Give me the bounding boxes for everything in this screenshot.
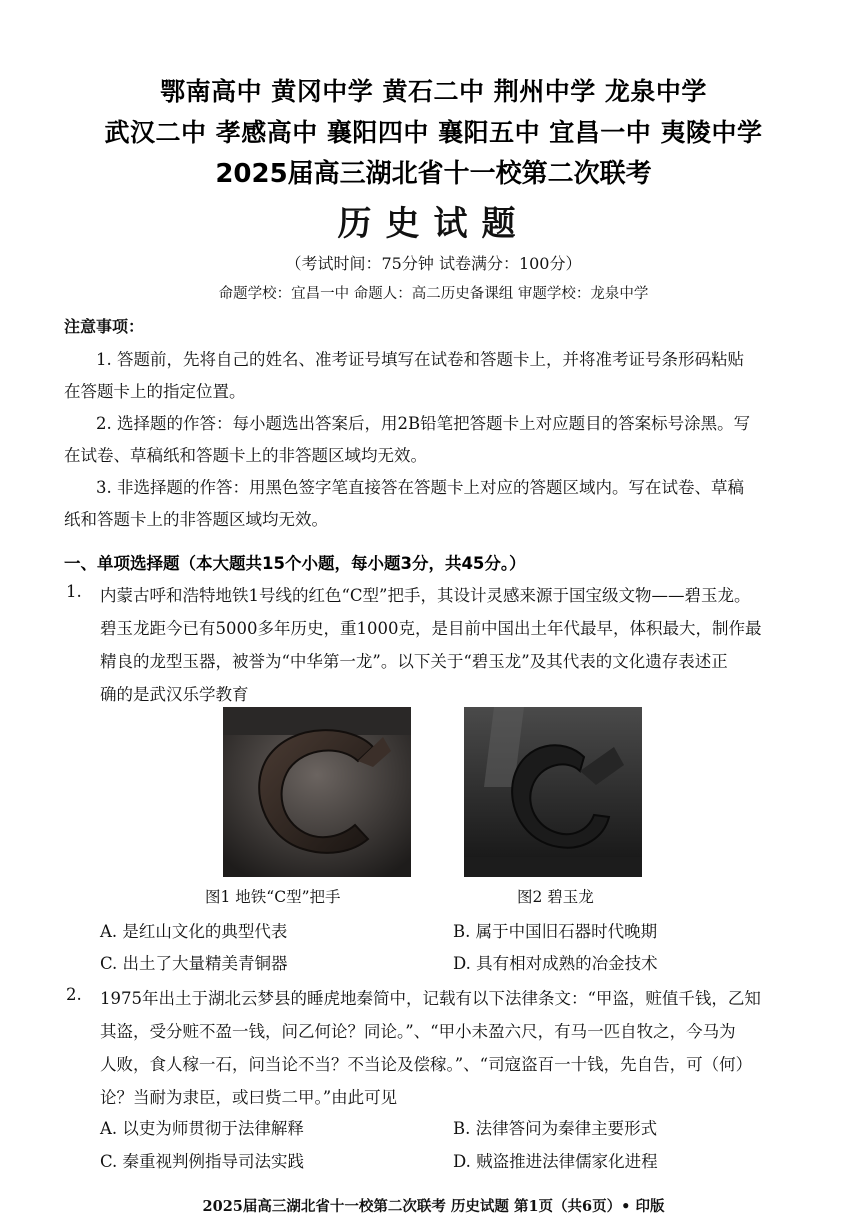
question-line: 1975年出土于湖北云梦县的睡虎地秦简中，记载有以下法律条文：“甲盗，赃值千钱，乙知 — [100, 989, 761, 1008]
question-line: 论？当耐为隶臣，或曰赀二甲。”由此可见 — [100, 1088, 398, 1107]
notice-line: 2. 选择题的作答：每小题选出答案后，用2B铅笔把答题卡上对应题目的答案标号涂黑。写 — [96, 414, 751, 433]
question-line: 其盗，受分赃不盈一钱，问乙何论？同论。”、“甲小未盈六尺，有马一匹自牧之，今马为 — [100, 1022, 736, 1041]
q2-option-b: B. 法律答问为秦律主要形式 — [453, 1119, 658, 1138]
figure-2-caption: 图2 碧玉龙 — [517, 888, 594, 906]
q1-option-b: B. 属于中国旧石器时代晚期 — [453, 922, 658, 941]
q1-option-d: D. 具有相对成熟的冶金技术 — [453, 954, 658, 973]
schools-line-2: 武汉二中 孝感高中 襄阳四中 襄阳五中 宜昌一中 夷陵中学 — [104, 118, 763, 147]
question-line: 确的是武汉乐学教育 — [100, 685, 249, 704]
figure-2-image — [464, 707, 642, 877]
schools-line-1: 鄂南高中 黄冈中学 黄石二中 荆州中学 龙泉中学 — [160, 77, 707, 106]
q2-option-d: D. 贼盗推进法律儒家化进程 — [453, 1152, 658, 1171]
q1-option-a: A. 是红山文化的典型代表 — [100, 922, 288, 941]
question-line: 碧玉龙距今已有5000多年历史，重1000克，是目前中国出土年代最早，体积最大，制作最 — [100, 619, 762, 638]
notice-line: 在答题卡上的指定位置。 — [64, 382, 246, 401]
section-heading: 一、单项选择题（本大题共15个小题，每小题3分，共45分。） — [64, 554, 526, 573]
jade-dragon-graphic — [464, 707, 642, 877]
q2-option-c: C. 秦重视判例指导司法实践 — [100, 1152, 305, 1171]
question-line: 精良的龙型玉器，被誉为“中华第一龙”。以下关于“碧玉龙”及其代表的文化遗存表述正 — [100, 652, 728, 671]
c-handle-graphic — [223, 707, 411, 877]
figure-1-image — [223, 707, 411, 877]
notice-line: 纸和答题卡上的非答题区域均无效。 — [64, 510, 328, 529]
notice-line: 3. 非选择题的作答：用黑色签字笔直接答在答题卡上对应的答题区域内。写在试卷、草稿 — [96, 478, 744, 497]
authors-line: 命题学校：宜昌一中 命题人：高二历史备课组 审题学校：龙泉中学 — [218, 286, 649, 302]
q1-option-c: C. 出土了大量精美青铜器 — [100, 954, 288, 973]
notice-line: 1. 答题前，先将自己的姓名、准考证号填写在试卷和答题卡上，并将准考证号条形码粘贴 — [96, 350, 744, 369]
notice-line: 在试卷、草稿纸和答题卡上的非答题区域均无效。 — [64, 446, 427, 465]
exam-name: 2025届高三湖北省十一校第二次联考 — [215, 159, 652, 189]
question-number: 2. — [66, 985, 82, 1004]
notice-heading: 注意事项： — [64, 317, 145, 336]
time-score: （考试时间：75分钟 试卷满分：100分） — [285, 254, 582, 273]
q2-option-a: A. 以吏为师贯彻于法律解释 — [100, 1119, 304, 1138]
subject-title: 历史试题 — [337, 204, 530, 244]
figure-1-caption: 图1 地铁“C型”把手 — [205, 888, 341, 906]
question-line: 内蒙古呼和浩特地铁1号线的红色“C型”把手，其设计灵感来源于国宝级文物——碧玉龙。 — [100, 586, 751, 605]
question-number: 1. — [66, 582, 82, 601]
question-line: 人败，食人稼一石，问当论不当？不当论及偿稼。”、“司寇盗百一十钱，先自告，可（何） — [100, 1055, 753, 1074]
page-footer: 2025届高三湖北省十一校第二次联考 历史试题 第1页（共6页）• 印版 — [202, 1198, 665, 1215]
